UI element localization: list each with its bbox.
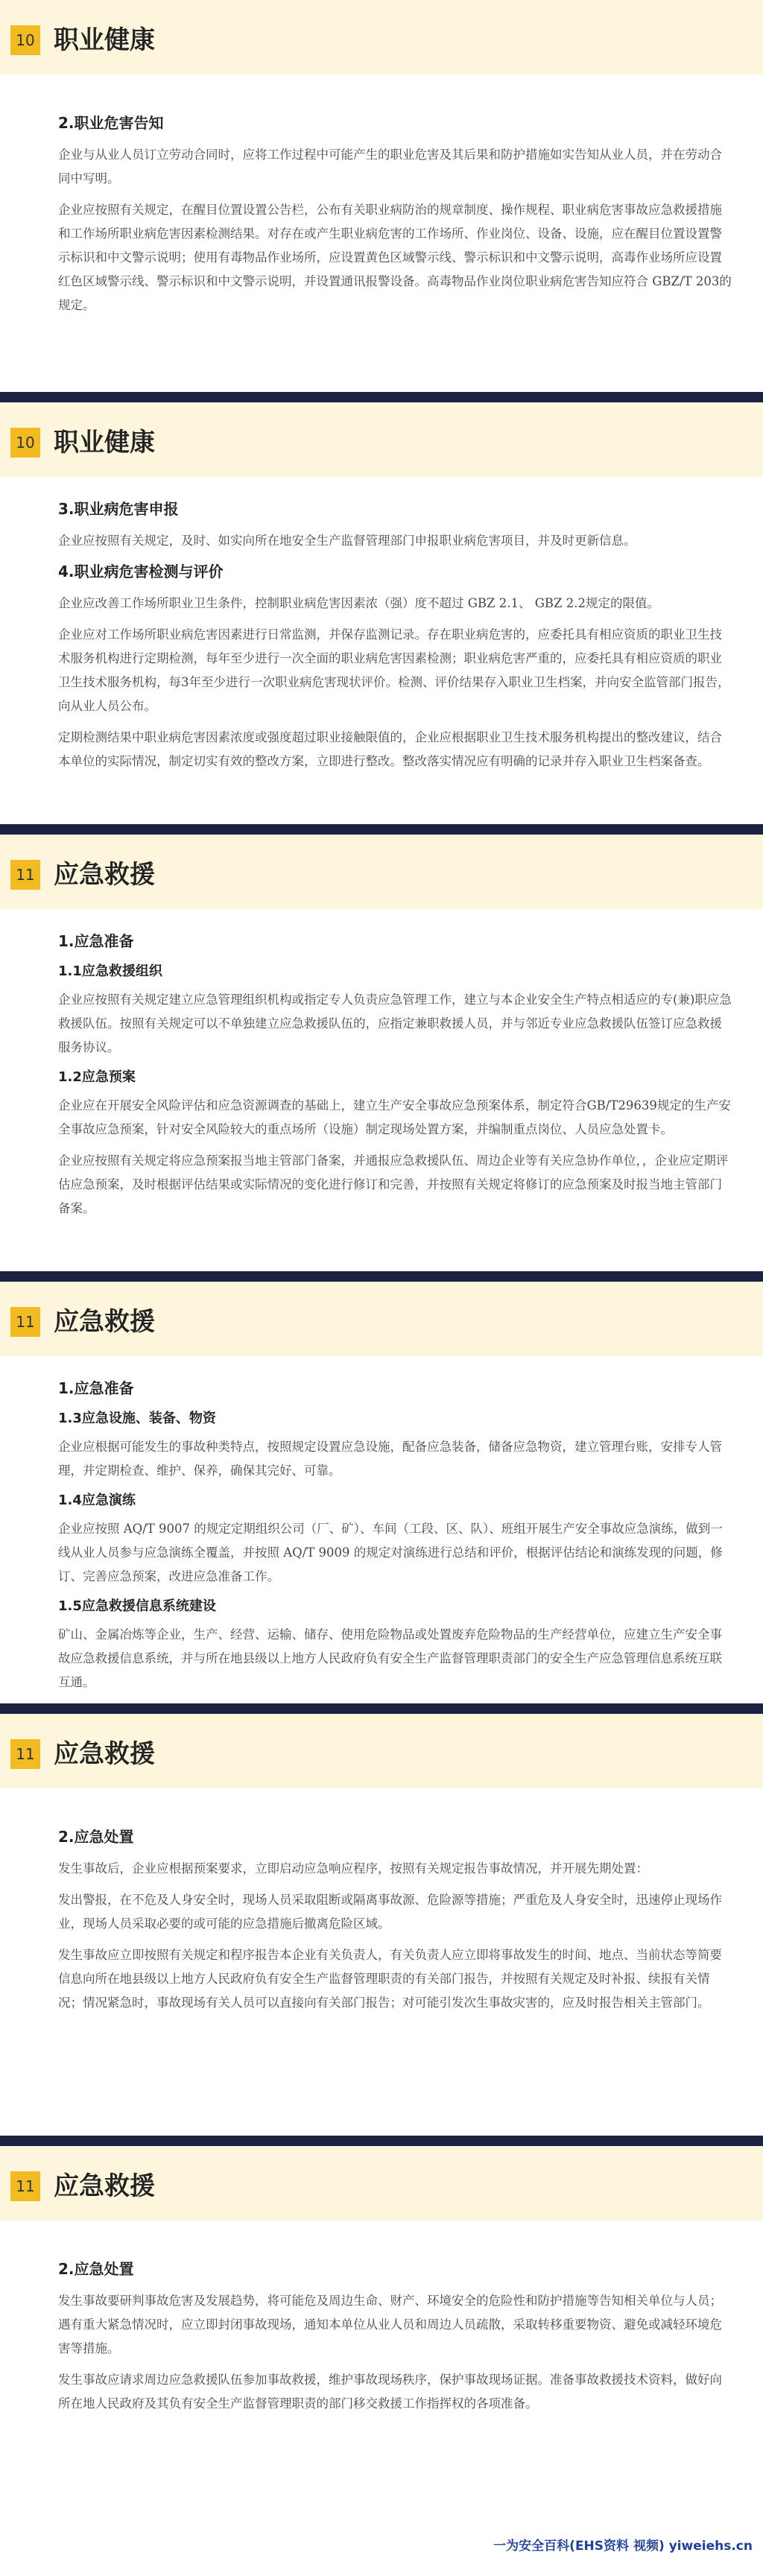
paragraph: 企业应改善工作场所职业卫生条件，控制职业病危害因素浓（强）度不超过 GBZ 2.1、 GBZ 2.2规定的限值。 xyxy=(58,596,660,610)
paragraph: 发生事故后，企业应根据预案要求，立即启动应急响应程序，按照有关规定报告事故情况，并开展先期处置： xyxy=(58,1861,648,1876)
paragraph: 企业应按照 AQ/T 9007 的规定定期组织公司（厂、矿）、车间（工段、区、队）、班组开展生产安全事故应急演练，做到一线从业人员参与应急演练全覆盖，并按照 AQ/T 9009 的规定对演练进行总结和评价，根据评估结论和演练发现的问题，修订、完善应急预案，改进应急准备工作。 xyxy=(58,1522,723,1583)
section-heading: 4.职业病危害检测与评价 xyxy=(58,563,224,580)
slide-divider-bar xyxy=(0,1703,763,1714)
paragraph: 发生事故要研判事故危害及发展趋势，将可能危及周边生命、财产、环境安全的危险性和防护措施等告知相关单位与人员；遇有重大紧急情况时，应立即封闭事故现场，通知本单位从业人员和周边人员疏散，采取转移重要物资、避免或减轻环境危害等措施。 xyxy=(58,2294,722,2355)
subsection-heading: 1.4应急演练 xyxy=(58,1493,136,1508)
slide-4 xyxy=(0,1282,763,1714)
subsection-heading: 1.1应急救援组织 xyxy=(58,963,162,979)
paragraph: 企业应对工作场所职业病危害因素进行日常监测，并保存监测记录。存在职业病危害的，应委托具有相应资质的职业卫生技术服务机构进行定期检测，每年至少进行一次全面的职业病危害因素检测；职业病危害严重的，应委托具有相应资质的职业卫生技术服务机构，每3年至少进行一次职业病危害现状评价。检测、评价结果存入职业卫生档案，并向安全监管部门报告，向从业人员公布。 xyxy=(58,627,730,713)
section-heading: 2.应急处置 xyxy=(58,2260,134,2278)
slide-content xyxy=(58,1377,733,1702)
paragraph: 矿山、金属冶炼等企业，生产、经营、运输、储存、使用危险物品或处置废弃危险物品的生产经营单位，应建立生产安全事故应急救援信息系统，并与所在地县级以上地方人民政府负有安全生产监督管理职责部门的安全生产应急管理信息系统互联互通。 xyxy=(58,1627,722,1689)
paragraph: 企业应在开展安全风险评估和应急资源调查的基础上，建立生产安全事故应急预案体系，制定符合GB/T29639规定的生产安全事故应急预案，针对安全风险较大的重点场所（设施）制定现场处置方案，并编制重点岗位、人员应急处置卡。 xyxy=(58,1098,731,1136)
slide-title: 应急救援 xyxy=(54,1307,155,1337)
slide-3 xyxy=(0,835,763,1282)
section-number: 11 xyxy=(10,1739,40,1769)
slide-title: 应急救援 xyxy=(54,1739,155,1769)
slide-header xyxy=(0,2146,763,2221)
slide-content xyxy=(58,2258,733,2423)
slide-header xyxy=(0,1282,763,1356)
paragraph: 定期检测结果中职业病危害因素浓度或强度超过职业接触限值的，企业应根据职业卫生技术服务机构提出的整改建议，结合本单位的实际情况，制定切实有效的整改方案，立即进行整改。整改落实情况应有明确的记录并存入职业卫生档案备查。 xyxy=(58,730,722,768)
slide-1 xyxy=(0,0,763,402)
slide-5 xyxy=(0,1714,763,2146)
paragraph: 发生事故应立即按照有关规定和程序报告本企业有关负责人，有关负责人应立即将事故发生的时间、地点、当前状态等简要信息向所在地县级以上地方人民政府负有安全生产监督管理职责的有关部门报告，并按照有关规定及时补报、续报有关情况；情况紧急时，事故现场有关人员可以直接向有关部门报告；对可能引发次生事故灾害的，应及时报告相关主管部门。 xyxy=(58,1948,722,2010)
paragraph: 发出警报，在不危及人身安全时，现场人员采取阻断或隔离事故源、危险源等措施；严重危及人身安全时，迅速停止现场作业，现场人员采取必要的或可能的应急措施后撤离危险区域。 xyxy=(58,1893,722,1931)
slide-header xyxy=(0,1714,763,1788)
subsection-heading: 1.3应急设施、装备、物资 xyxy=(58,1411,216,1426)
section-heading: 1.应急准备 xyxy=(58,1379,134,1397)
slide-header xyxy=(0,402,763,477)
paragraph: 企业应按照有关规定建立应急管理组织机构或指定专人负责应急管理工作，建立与本企业安全生产特点相适应的专(兼)职应急救援队伍。按照有关规定可以不单独建立应急救援队伍的，应指定兼职救援人员，并与邻近专业应急救援队伍签订应急救援服务协议。 xyxy=(58,993,732,1054)
paragraph: 企业应按照有关规定，及时、如实向所在地安全生产监督管理部门申报职业病危害项目，并及时更新信息。 xyxy=(58,534,636,548)
section-number: 10 xyxy=(10,25,40,55)
slide-divider-bar xyxy=(0,1271,763,1282)
section-heading: 2.职业危害告知 xyxy=(58,114,164,132)
subsection-heading: 1.5应急救援信息系统建设 xyxy=(58,1598,216,1614)
subsection-heading: 1.2应急预案 xyxy=(58,1069,136,1085)
section-number: 11 xyxy=(10,860,40,890)
slide-divider-bar xyxy=(0,2136,763,2146)
slide-header xyxy=(0,0,763,75)
slide-divider-bar xyxy=(0,824,763,835)
paragraph: 发生事故应请求周边应急救援队伍参加事故救援，维护事故现场秩序，保护事故现场证据。准备事故救援技术资料，做好向所在地人民政府及其负有安全生产监督管理职责的部门移交救援工作指挥权的各项准备。 xyxy=(58,2373,722,2411)
footer-watermark: 一为安全百科(EHS资料 视频) yiweiеhs.cn xyxy=(493,2539,753,2554)
slide-title: 应急救援 xyxy=(54,860,155,890)
slide-2 xyxy=(0,402,763,835)
slide-content xyxy=(58,112,733,325)
slide-divider-bar xyxy=(0,392,763,402)
section-heading: 2.应急处置 xyxy=(58,1828,134,1846)
slide-content xyxy=(58,498,733,781)
slide-header xyxy=(0,835,763,909)
paragraph: 企业应按照有关规定，在醒目位置设置公告栏，公布有关职业病防治的规章制度、操作规程、职业病危害事故应急救援措施和工作场所职业病危害因素检测结果。对存在或产生职业病危害的工作场所、作业岗位、设备、设施，应在醒目位置设置警示标识和中文警示说明；使用有毒物品作业场所，应设置黄色区域警示线、警示标识和中文警示说明，高毒作业场所应设置红色区域警示线、警示标识和中文警示说明，并设置通讯报警设备。高毒物品作业岗位职业病危害告知应符合 GBZ/T 203的规定。 xyxy=(58,203,732,312)
slide-title: 职业健康 xyxy=(54,428,155,458)
slide-content xyxy=(58,1826,733,2022)
paragraph: 企业与从业人员订立劳动合同时，应将工作过程中可能产生的职业危害及其后果和防护措施如实告知从业人员，并在劳动合同中写明。 xyxy=(58,148,722,186)
slide-title: 职业健康 xyxy=(54,25,155,55)
section-number: 11 xyxy=(10,1307,40,1337)
paragraph: 企业应根据可能发生的事故种类特点，按照规定设置应急设施，配备应急装备，储备应急物资，建立管理台账，安排专人管理，并定期检查、维护、保养，确保其完好、可靠。 xyxy=(58,1440,722,1478)
slide-content xyxy=(58,930,733,1228)
slide-title: 应急救援 xyxy=(54,2171,155,2201)
section-number: 11 xyxy=(10,2171,40,2201)
paragraph: 企业应按照有关规定将应急预案报当地主管部门备案，并通报应急救援队伍、周边企业等有关应急协作单位，，企业应定期评估应急预案，及时根据评估结果或实际情况的变化进行修订和完善，并按照有关规定将修订的应急预案及时报当地主管部门备案。 xyxy=(58,1153,729,1215)
section-number: 10 xyxy=(10,428,40,458)
section-heading: 3.职业病危害申报 xyxy=(58,500,179,518)
section-heading: 1.应急准备 xyxy=(58,932,134,950)
slide-6 xyxy=(0,2146,763,2576)
